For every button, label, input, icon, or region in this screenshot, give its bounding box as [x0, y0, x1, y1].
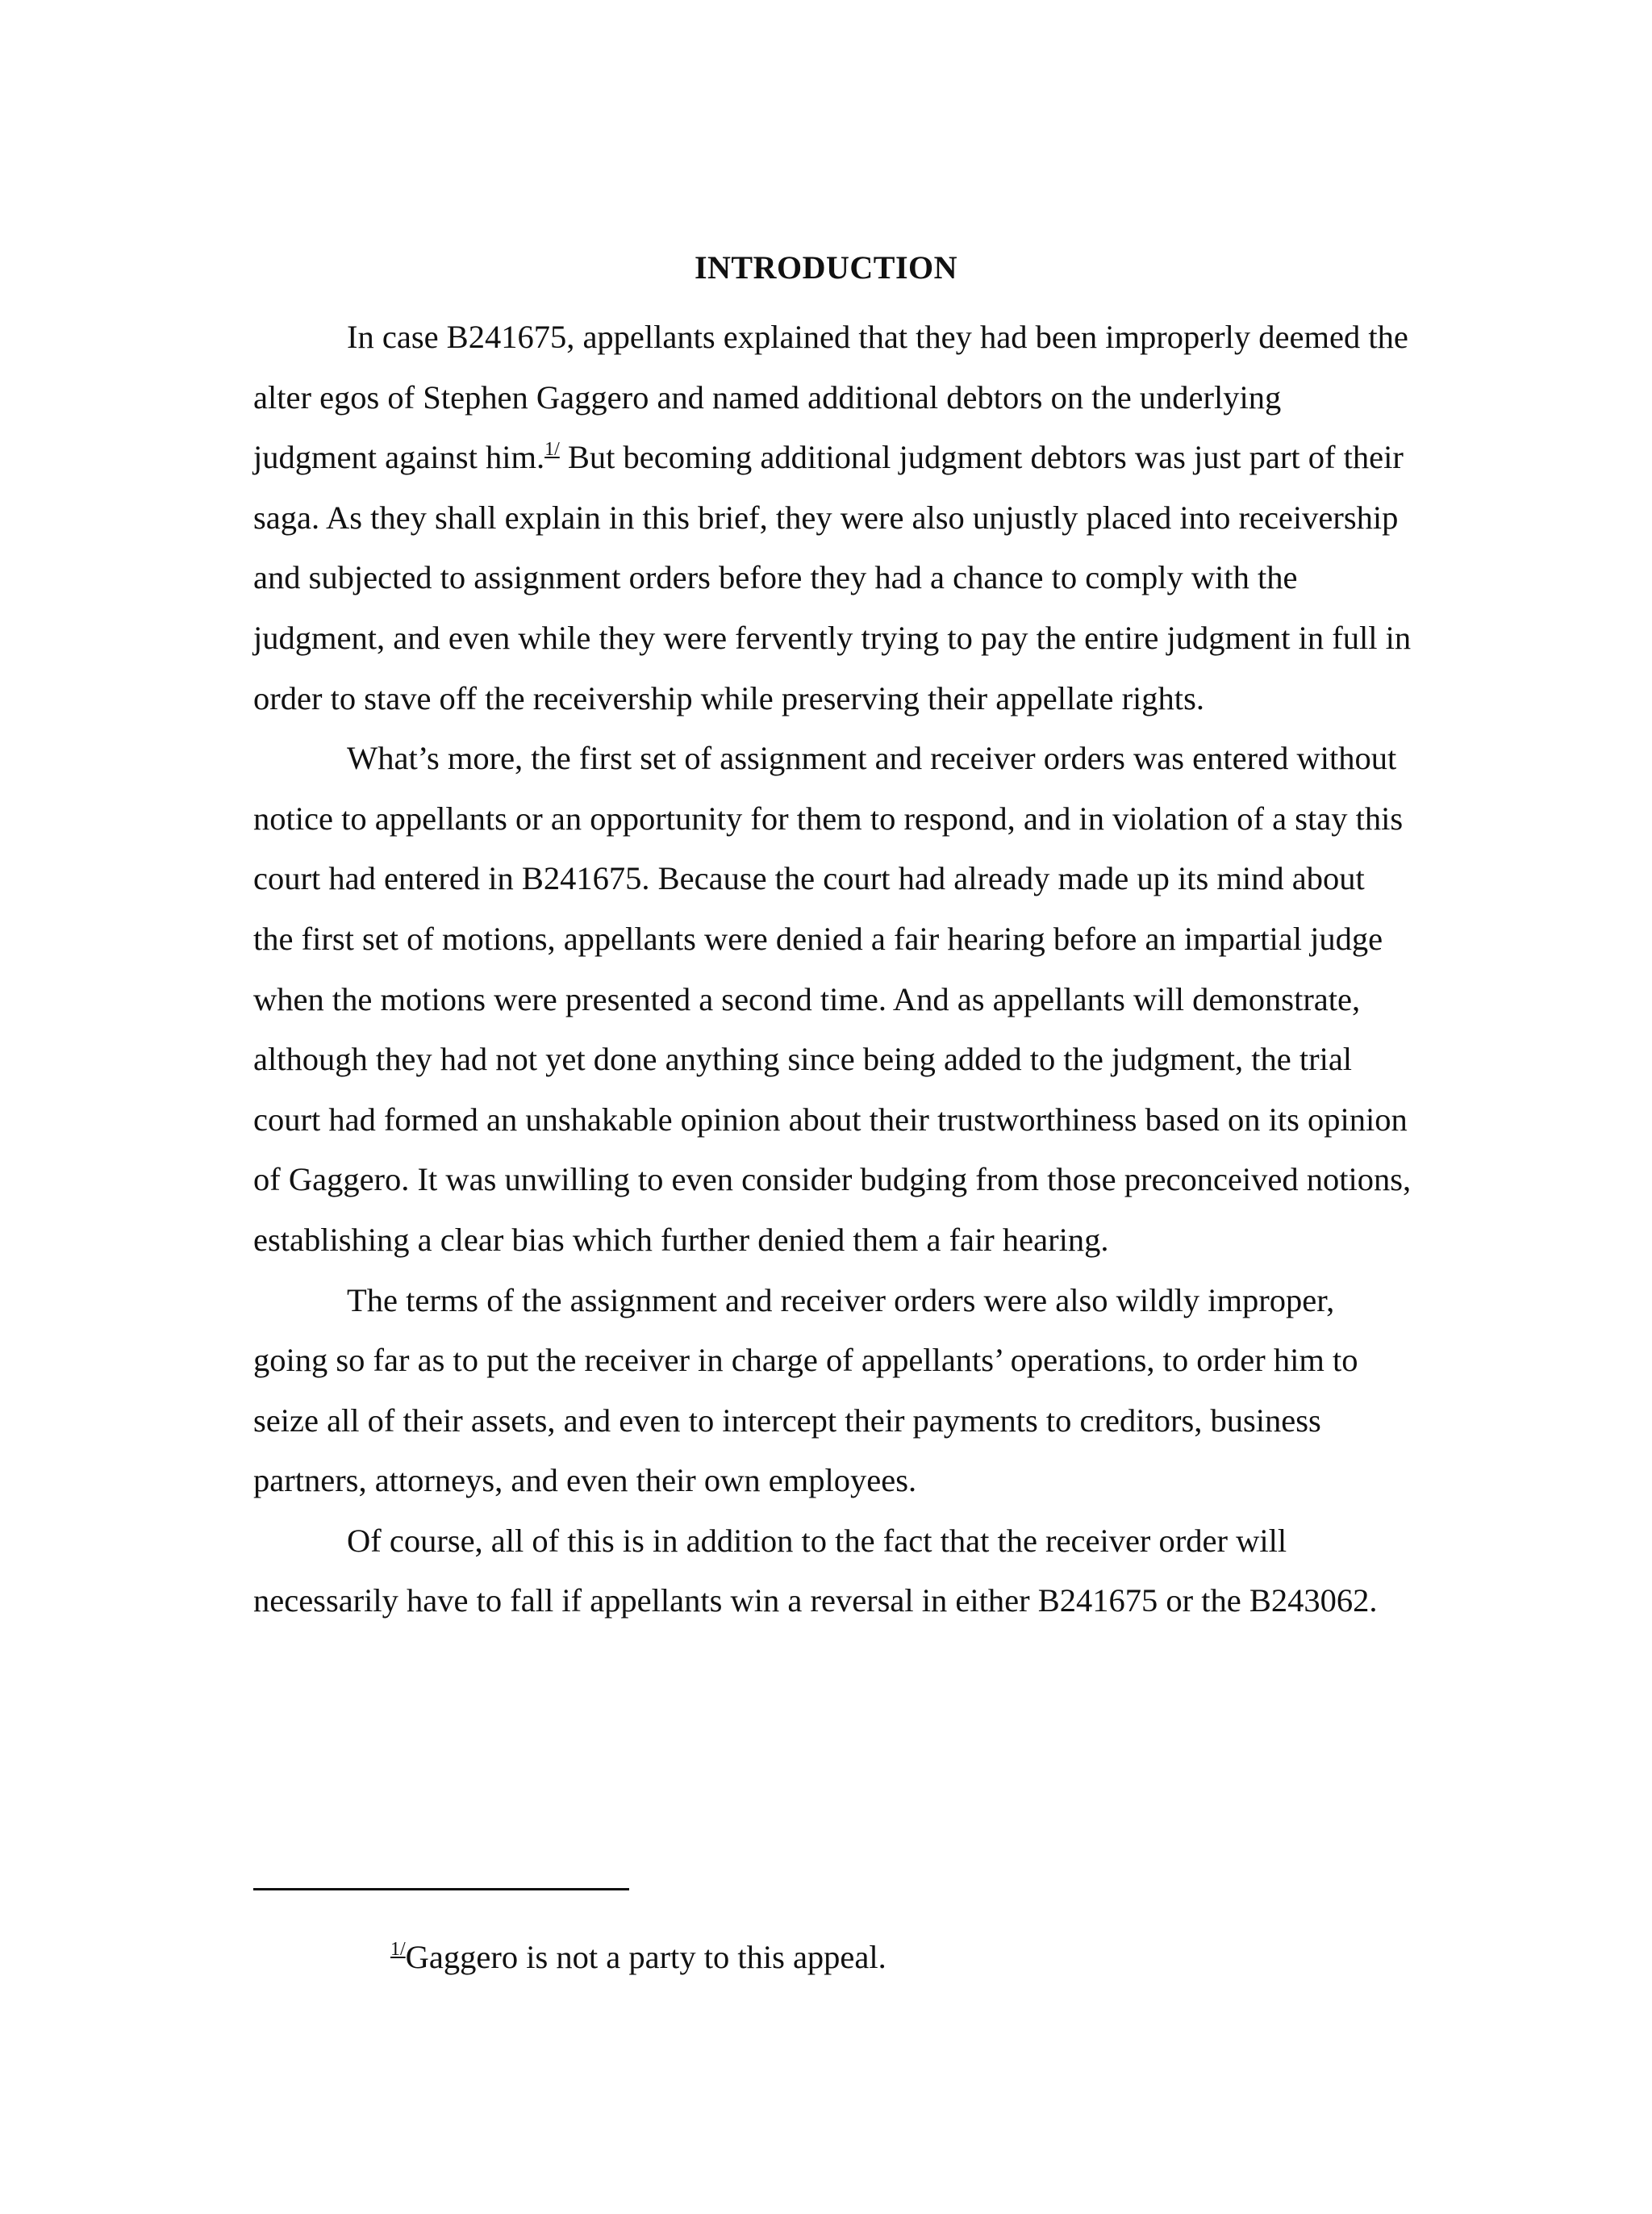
footnote	[390, 1933, 886, 1982]
paragraph-1	[253, 307, 1412, 729]
paragraph-2: What’s more, the first set of assignment and receiver orders was entered without notice to appellants or an opportunity for them to respond, and in violation of a stay this court had entered in B241675. Because the court had already made up its mind about the first set of motions, appellants were denied a fair hearing before an impartial judge when the motions were presented a second time. And as appellants will demonstrate, although they had not yet done anything since being added to the judgment, the trial court had formed an unshakable opinion about their trustworthiness based on its opinion of Gaggero. It was unwilling to even consider budging from those preconceived notions, establishing a clear bias which further denied them a fair hearing.	[253, 740, 1412, 1258]
footnote-divider	[253, 1888, 629, 1890]
section-heading: INTRODUCTION	[694, 249, 958, 286]
paragraph-1-text: In case B241675, appellants explained that they had been improperly deemed the alter egos of Stephen Gaggero and named additional debtors on the underlying judgment against him.	[253, 319, 1408, 476]
paragraph-1-text-continued: But becoming additional judgment debtors was just part of their saga. As they shall explain in this brief, they were also unjustly placed into receivership and subjected to assignment orders before they had a chance to comply with the judgment, and even while they were fervently trying to pay the entire judgment in full in order to stave off the receivership while preserving their appellate rights.	[253, 439, 1412, 716]
footnote-reference: 1/	[544, 439, 560, 461]
footnote-mark: 1/	[390, 1939, 406, 1960]
footnote-text: Gaggero is not a party to this appeal.	[405, 1939, 886, 1975]
paragraph-4: Of course, all of this is in addition to the fact that the receiver order will necessarily have to fall if appellants win a reversal in either B241675 or the B243062.	[253, 1522, 1378, 1619]
body-text	[253, 307, 1412, 1631]
paragraph-3: The terms of the assignment and receiver orders were also wildly improper, going so far as to put the receiver in charge of appellants’ operations, to order him to seize all of their assets, and even to intercept their payments to creditors, business partners, attorneys, and even their own employees.	[253, 1281, 1358, 1499]
